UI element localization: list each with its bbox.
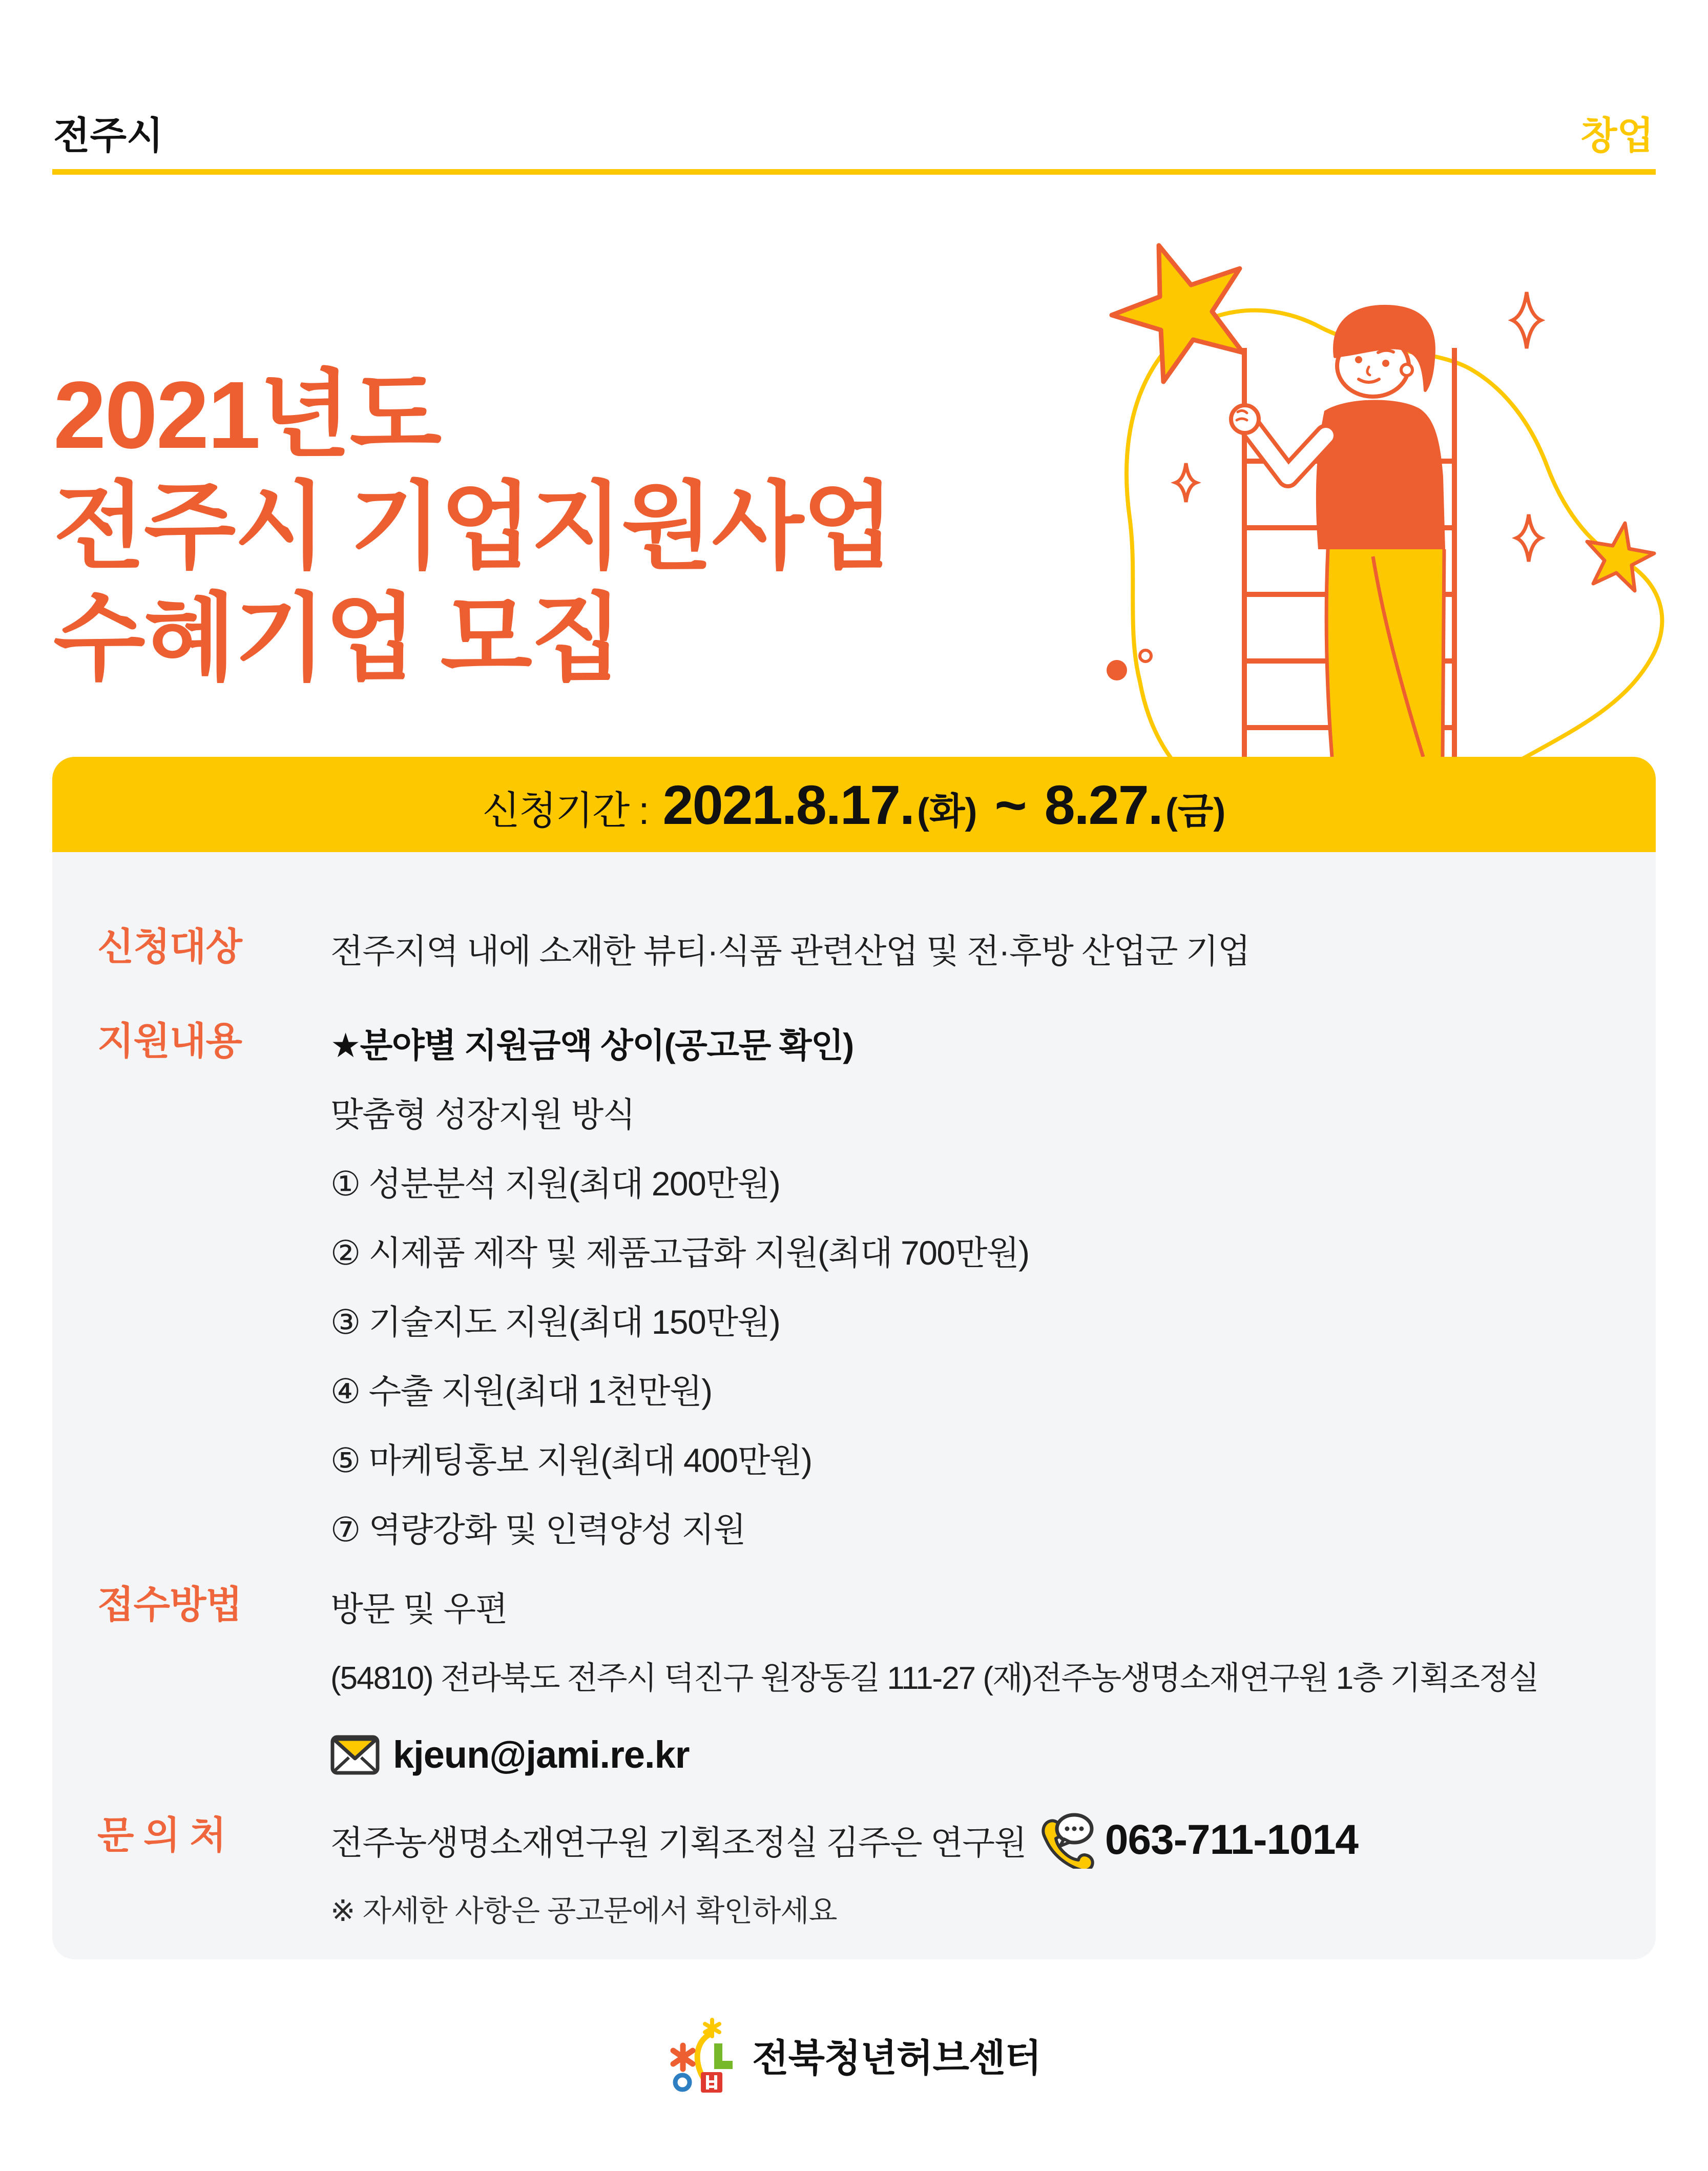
contact-person: 전주농생명소재연구원 기획조정실 김주은 연구원: [330, 1824, 1026, 1862]
period-tilde: ~: [994, 773, 1027, 836]
page-title-line2: 전주시 기업지원사업: [53, 474, 893, 580]
application-period-banner: [52, 757, 1656, 852]
application-period-text: [483, 773, 1226, 837]
period-start-date: 2021.8.17.: [662, 773, 914, 836]
support-item: ③ 기술지도 지원(최대 150만원): [330, 1303, 780, 1341]
contact-phone: 063-711-1014: [1105, 1816, 1359, 1863]
ladder-illustration: [1045, 220, 1708, 757]
section-support-label: 지원내용: [97, 1020, 242, 1062]
header-site-name: 전주시: [53, 114, 163, 157]
period-end-date: 8.27.: [1044, 773, 1162, 836]
apply-email-line: [330, 1720, 1538, 1789]
footer-logo: [667, 2017, 1041, 2094]
support-item: ⑤ 마케팅홍보 지원(최대 400만원): [330, 1441, 812, 1479]
page-title-line1: 2021년도: [53, 362, 441, 468]
header-category-label: 창업: [1580, 114, 1654, 157]
period-start-day: (화): [917, 791, 977, 832]
apply-address: (54810) 전라북도 전주시 덕진구 원장동길 111-27 (재)전주농생명소재연구원 1층 기획조정실: [330, 1661, 1538, 1696]
support-subhead: 맞춤형 성장지원 방식: [330, 1095, 635, 1133]
support-item: ⑦ 역량강화 및 인력양성 지원: [330, 1511, 745, 1548]
support-item: ④ 수출 지원(최대 1천만원): [330, 1372, 712, 1410]
target-content: 전주지역 내에 소재한 뷰티·식품 관련산업 및 전·후방 산업군 기업: [330, 932, 1250, 970]
apply-method: 방문 및 우편: [330, 1590, 507, 1628]
ring-accent: [1140, 650, 1151, 661]
info-card: [52, 757, 1656, 1959]
person: [1231, 306, 1445, 757]
section-apply-label: 접수방법: [97, 1583, 242, 1626]
period-label: 신청기간 :: [482, 789, 649, 833]
support-item: ① 성분분석 지원(최대 200만원): [330, 1165, 780, 1203]
phone-chat-icon: [1035, 1811, 1096, 1869]
contact-line: [330, 1805, 1358, 1874]
header-divider: [52, 169, 1656, 175]
apply-email: kjeun@jami.re.kr: [393, 1733, 690, 1776]
jeonbuk-youth-hub-logo-icon: [667, 2017, 739, 2094]
envelope-icon: [330, 1735, 380, 1775]
footer-org-name: 전북청년허브센터: [752, 2037, 1041, 2079]
man-climbing-ladder-illustration-svg: [1045, 220, 1708, 757]
period-end-day: (금): [1165, 791, 1226, 832]
support-item: ② 시제품 제작 및 제품고급화 지원(최대 700만원): [330, 1234, 1029, 1272]
support-headline: ★분야별 지원금액 상이(공고문 확인): [330, 1026, 853, 1064]
section-target-label: 신청대상: [97, 925, 242, 968]
page-title-line3: 수혜기업 모집: [53, 586, 621, 692]
page-title: [53, 360, 893, 695]
section-contact-label: 문 의 처: [97, 1814, 226, 1856]
small-star: [1587, 523, 1654, 591]
contact-note: ※ 자세한 사항은 공고문에서 확인하세요: [330, 1894, 837, 1928]
dot-accent: [1107, 660, 1127, 680]
